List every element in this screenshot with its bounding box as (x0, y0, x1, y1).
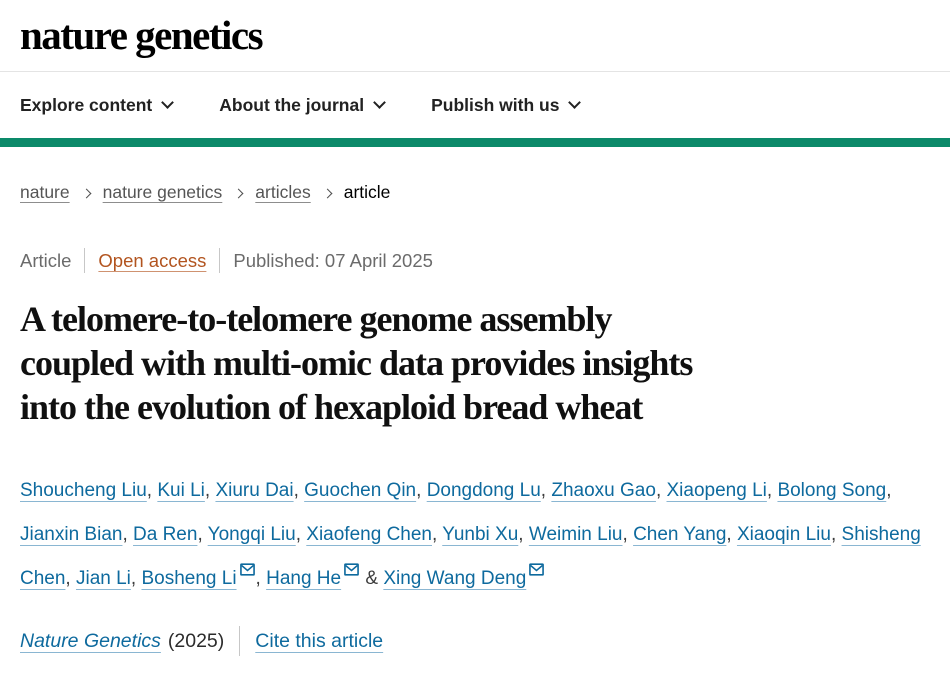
author-separator: , (130, 568, 142, 589)
author-separator: , (293, 480, 305, 501)
author-link[interactable]: Bolong Song (777, 480, 887, 501)
article-type-label: Article (20, 249, 72, 271)
article-title-line: coupled with multi-omic data provides insights (20, 343, 693, 383)
journal-logo[interactable]: nature genetics (20, 12, 263, 58)
author-link[interactable]: Chen Yang (633, 524, 727, 545)
nav-item-label: About the journal (219, 94, 365, 115)
author-link[interactable]: Bosheng Li (141, 568, 237, 589)
citation-row (20, 626, 930, 656)
email-icon[interactable] (529, 548, 544, 592)
author-separator: , (65, 568, 76, 589)
author-link[interactable]: Zhaoxu Gao (551, 480, 656, 501)
author-separator: , (886, 480, 892, 501)
site-header (0, 0, 950, 72)
author-separator: , (295, 524, 307, 545)
breadcrumb-link-nature[interactable]: nature (20, 182, 70, 202)
author-separator: , (122, 524, 134, 545)
author-link[interactable]: Xing Wang Deng (383, 568, 527, 589)
citation-year: (2025) (167, 629, 225, 652)
chevron-down-icon (373, 96, 386, 109)
author-separator: , (255, 568, 267, 589)
article-title-line: into the evolution of hexaploid bread wheat (20, 387, 643, 427)
nav-item-explore-content[interactable] (20, 95, 172, 116)
author-separator: , (540, 480, 552, 501)
breadcrumb-link-articles[interactable]: articles (255, 182, 311, 202)
author-separator: , (432, 524, 443, 545)
main-nav (0, 72, 950, 138)
author-separator: , (197, 524, 208, 545)
email-icon[interactable] (344, 548, 359, 592)
author-link[interactable]: Xiuru Dai (215, 480, 294, 501)
chevron-right-icon (322, 189, 332, 199)
nav-item-publish-with-us[interactable] (431, 95, 579, 116)
author-separator: , (204, 480, 216, 501)
author-link[interactable]: Dongdong Lu (426, 480, 541, 501)
author-link[interactable]: Xiaopeng Li (666, 480, 767, 501)
meta-divider (84, 248, 85, 273)
author-link[interactable]: Xiaoqin Liu (736, 524, 831, 545)
citation-divider (239, 626, 240, 656)
author-separator: , (655, 480, 667, 501)
author-link[interactable]: Yongqi Liu (207, 524, 296, 545)
author-link[interactable]: Jian Li (75, 568, 131, 589)
author-link[interactable]: Xiaofeng Chen (306, 524, 432, 545)
cite-this-article-link[interactable]: Cite this article (255, 629, 384, 652)
author-separator: , (766, 480, 778, 501)
author-link[interactable]: Hang He (266, 568, 342, 589)
chevron-right-icon (81, 189, 91, 199)
journal-link[interactable]: Nature Genetics (20, 629, 161, 652)
authors-list (20, 469, 930, 601)
author-separator: , (518, 524, 529, 545)
author-link[interactable]: Shoucheng Liu (20, 480, 147, 501)
article-meta (20, 248, 930, 273)
journal-accent-bar (0, 138, 950, 147)
author-separator: , (622, 524, 634, 545)
author-link[interactable]: Yunbi Xu (442, 524, 519, 545)
nav-item-label: Explore content (20, 94, 153, 115)
breadcrumb (20, 182, 930, 203)
chevron-down-icon (161, 96, 174, 109)
meta-divider (219, 248, 220, 273)
author-link[interactable]: Da Ren (133, 524, 198, 545)
article-title-line: A telomere-to-telomere genome assembly (20, 299, 612, 339)
author-link[interactable]: Guochen Qin (304, 480, 417, 501)
breadcrumb-link-nature-genetics[interactable]: nature genetics (102, 182, 223, 202)
published-date-label: Published: 07 April 2025 (233, 249, 433, 271)
nav-item-about-the-journal[interactable] (219, 95, 384, 116)
author-separator: , (146, 480, 158, 501)
chevron-down-icon (569, 96, 582, 109)
author-separator: , (416, 480, 427, 501)
nav-item-label: Publish with us (431, 94, 560, 115)
author-link[interactable]: Kui Li (157, 480, 205, 501)
author-separator: , (830, 524, 842, 545)
email-icon[interactable] (240, 548, 255, 592)
author-link[interactable]: Weimin Liu (528, 524, 623, 545)
open-access-link[interactable]: Open access (98, 249, 207, 271)
breadcrumb-current-article: article (343, 182, 391, 202)
author-link[interactable]: Jianxin Bian (20, 524, 123, 545)
author-link[interactable]: Shisheng Chen (20, 524, 921, 589)
author-separator: & (360, 568, 384, 589)
chevron-right-icon (234, 189, 244, 199)
author-separator: , (726, 524, 737, 545)
article-title (20, 297, 930, 429)
